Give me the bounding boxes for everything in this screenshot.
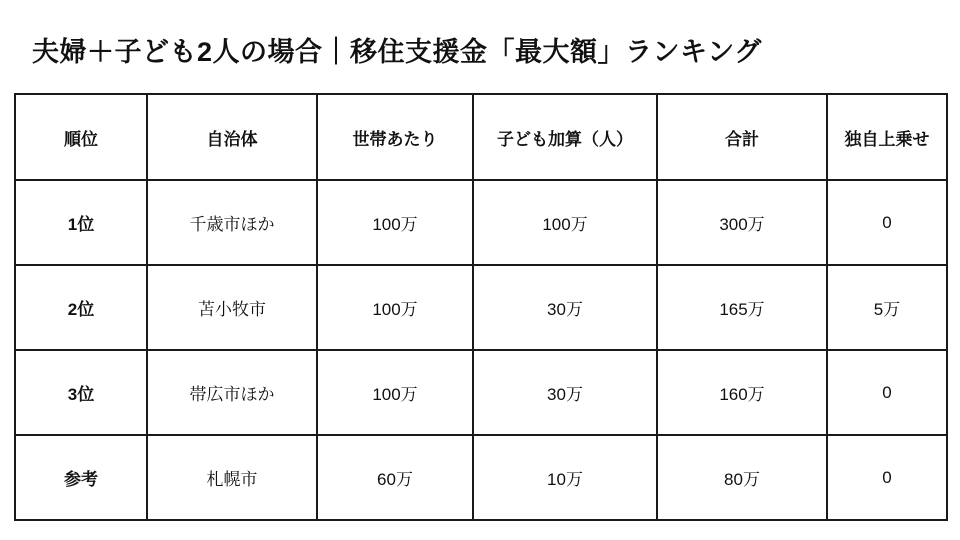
- page-title: 夫婦＋子ども2人の場合｜移住支援金「最大額」ランキング: [32, 37, 762, 67]
- column-header-per-household: 世帯あたり: [317, 94, 473, 180]
- cell-total: 80万: [657, 435, 827, 520]
- table-header-row: [15, 94, 947, 180]
- cell-child-addition: 30万: [473, 350, 657, 435]
- column-header-extra-subsidy: 独自上乗せ: [827, 94, 947, 180]
- cell-child-addition: 100万: [473, 180, 657, 265]
- cell-total: 160万: [657, 350, 827, 435]
- table-row: [15, 435, 947, 520]
- cell-child-addition: 10万: [473, 435, 657, 520]
- cell-rank: 1位: [15, 180, 147, 265]
- cell-per-household: 100万: [317, 180, 473, 265]
- cell-extra-subsidy: 0: [827, 180, 947, 265]
- table-row: [15, 265, 947, 350]
- cell-extra-subsidy: 0: [827, 350, 947, 435]
- cell-rank: 3位: [15, 350, 147, 435]
- table-row: [15, 350, 947, 435]
- cell-total: 300万: [657, 180, 827, 265]
- cell-municipality: 帯広市ほか: [147, 350, 317, 435]
- table-row: [15, 180, 947, 265]
- column-header-child-addition: 子ども加算（人）: [473, 94, 657, 180]
- table-body: [15, 180, 947, 520]
- cell-per-household: 60万: [317, 435, 473, 520]
- cell-municipality: 千歳市ほか: [147, 180, 317, 265]
- cell-extra-subsidy: 5万: [827, 265, 947, 350]
- cell-municipality: 苫小牧市: [147, 265, 317, 350]
- cell-per-household: 100万: [317, 265, 473, 350]
- column-header-total: 合計: [657, 94, 827, 180]
- cell-extra-subsidy: 0: [827, 435, 947, 520]
- ranking-table: [14, 93, 948, 521]
- cell-municipality: 札幌市: [147, 435, 317, 520]
- cell-child-addition: 30万: [473, 265, 657, 350]
- ranking-table-container: [14, 93, 946, 521]
- column-header-municipality: 自治体: [147, 94, 317, 180]
- cell-per-household: 100万: [317, 350, 473, 435]
- column-header-rank: 順位: [15, 94, 147, 180]
- cell-rank: 2位: [15, 265, 147, 350]
- cell-rank: 参考: [15, 435, 147, 520]
- cell-total: 165万: [657, 265, 827, 350]
- table-header: [15, 94, 947, 180]
